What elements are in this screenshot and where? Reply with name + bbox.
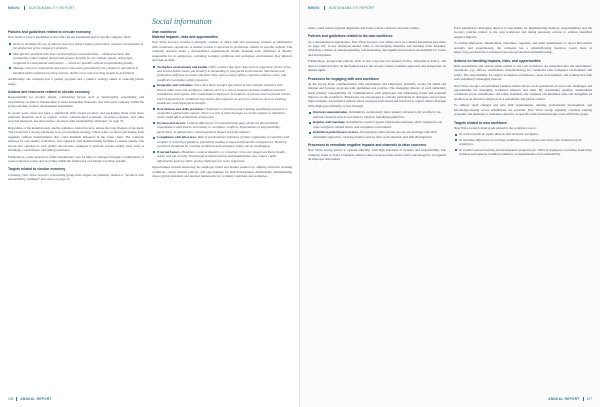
list-item-lead: Recruitment and skills provision. bbox=[157, 106, 204, 111]
paragraph: Each subsidiary’s managing director is responsible for implementing statutory responsibilities and the Group’s policies related to the own workforce and taking necessary actions to address identified negative impacts. bbox=[454, 26, 592, 39]
list-item bbox=[152, 107, 292, 120]
list-item: Strive to minimize the use of natural resources (direct impact) and reduce resource consumption in the production of the company’s products. bbox=[8, 42, 144, 51]
list-item-text: Cultural differences or communication gaps within the decentralized organization could lead to uncertainty or workplace conflicts. Expectations of high flexibility, particularly in global roles, could negatively impact work-life balance. bbox=[157, 121, 281, 134]
paragraph: Regardless of the material used, quality remains a central focus to ensure the long lifespan of products. The Group has a strong advantage in its procurement strategy, which relies on direct purchasing from suppliers without intermediaries that could diminish influence in the value chain. The company employs its own quality controllers, who regularly visit manufacturing facilities to ensure quality. The Group also operates its own quality laboratories, equipped to perform various quality tests, such as shrinkage, colorfastness, and pilling resistance. bbox=[8, 126, 144, 153]
paragraph: Currently, New Wave Group’s overarching group-wide targets are primarily related to “products with sustainability attributes” now more on page 72. bbox=[8, 172, 144, 182]
right-page bbox=[300, 0, 600, 407]
paragraph: safety could reduce regional disparities and foster a more coherent corporate culture. bbox=[308, 26, 420, 30]
list-item-text: All employees have annual one-on-one meetings with their immediate supervisor covering matters such as their work situation and skill development. bbox=[313, 130, 438, 139]
list-item-text: Challenges in attracting and retaining qualified personnel in a competitive global labor market. There is a risk of skill shortages in certain regions or industries, which could affect productivity and growth. bbox=[157, 106, 288, 120]
list-item: Manufacture products with lower prefixed (direct and materials) — defined as those that consistently reduce impact and provide greater benefits for the climate, nature, and people compared to conventional alternatives — whenever possible without compromising quality. bbox=[8, 52, 144, 65]
heading-own-workforce: Own workforce bbox=[152, 30, 177, 34]
header-brand: MINVU bbox=[8, 6, 20, 10]
paragraph: New Nexus Group’s guidelines in the CSR and environmental policy that the company shall: bbox=[8, 35, 131, 40]
list-item bbox=[308, 110, 446, 119]
list-item-lead: Psychosocial factors. bbox=[157, 121, 187, 126]
paragraph: As a decentralized organization, New Wave Group’s core values serve as a shared foundation (see more on page 10). A key employee-related value is encouraging initiative and learning from mistakes, reflecting a culture of entrepreneurship, self-leadership, and significant personal responsibility for career and development. bbox=[308, 39, 446, 57]
footer-label: ANNUAL REPORT bbox=[20, 397, 52, 401]
column-social-information bbox=[152, 18, 292, 181]
list-item-lead: Individual performance reviews. bbox=[313, 130, 359, 135]
paragraph: Risk assessments and actions plans related to the own workforce are integrated into the subsidiaries’ operations, e.g., offices, warehouses, manufacturing) are conducted with workplace environment and safety. The responsibility for regular workplace evaluations, career development, and training lies with each subsidiary’s managing director. bbox=[454, 63, 592, 82]
list-item-text: Office workers may face risks such as ergonomic strain, stress, and mental health issues, particularly in demanding or fast-paced environments. Warehouse and production staff may encounter physical risks, such as heavy lifting, repetitive motions, noise, and insufficient workplace safety measures. bbox=[157, 64, 292, 82]
section-title: Social information bbox=[152, 17, 212, 26]
list-item-lead: Compliance with labor laws. bbox=[157, 135, 198, 140]
footer-divider bbox=[16, 397, 17, 401]
heading-impact-actions: Actions on handling impacts, risks, and opportunities bbox=[454, 58, 541, 63]
paragraph: Furthermore, waste generated within subsidiaries’ own facilities is managed through a combination of waste reduction, reuse, and recycling within the framework of national recycling systems. bbox=[8, 154, 144, 164]
list-item bbox=[152, 65, 292, 83]
heading-workforce-targets: Targets related to own workforce bbox=[454, 120, 508, 125]
paragraph: New Wave Group strives to operate ethically, with high standards of honesty and responsibility. The company seeks to foster a business culture where everyone feels secure and is encouraged to act against all improper misconduct. bbox=[308, 148, 446, 162]
heading-workforce-policies: Policies and guidelines related to the own workforce bbox=[308, 34, 393, 39]
list-item bbox=[152, 135, 292, 148]
list-item: To work towards an equal, diverse, and inclusive workplace. bbox=[454, 132, 592, 136]
heading-circular-policies: Policies and guidelines related to circular economy bbox=[8, 30, 91, 34]
footer-label: ANNUAL REPORT bbox=[548, 397, 580, 401]
heading-remediation-processes: Processes to remediate negative impacts and channels to raise concerns bbox=[308, 143, 427, 148]
list-item: To conduct annual training and development programs for 100% of employees, including leadership training and capacity-building initiatives on digitalization and sustainability. bbox=[454, 148, 592, 157]
paragraph: Additionally, the company has a quality program and a plastics strategy aimed at reducing plastic usage. bbox=[8, 77, 144, 86]
column-workforce-policies bbox=[308, 26, 446, 164]
heading-circular-actions: Actions and resources related to circular economy bbox=[8, 90, 90, 95]
left-footer bbox=[8, 395, 52, 403]
bullet-list bbox=[454, 132, 592, 156]
list-item-text: Pandemics, natural disasters, or economic crises can impact workforce health, safety, and job security. Technological advancements and digitalization may require rapid adjustments and new skills, posing challenges for some employees. bbox=[157, 149, 286, 163]
right-footer bbox=[548, 395, 592, 403]
header-divider bbox=[24, 6, 25, 10]
list-item-lead: Internal communication. bbox=[313, 110, 348, 115]
column-circular-economy bbox=[8, 26, 144, 184]
list-item bbox=[152, 83, 292, 105]
paragraph: New Wave Group’s workforce primarily consists of office staff and warehouse workers at subsidiaries with warehouse operations. A smaller portion is involved in production, mainly in specific regions. The company operates under a decentralized organizational model, meaning each subsidiary is directly responsible for its employees, including working conditions and workplace environment. Key impacts and risks include: bbox=[152, 40, 292, 63]
list-item: Manage resources responsibly and ensure that waste generated by the company’s operations is handled within national recycling systems. Textile reuse and recycling should be prioritized. bbox=[8, 66, 144, 75]
list-item-text: Since New Wave Group’s operations across multiple countries with diverse labor laws and workplace cultures, there is a risk of unequal working conditions between subsidiaries and regions. This could impact employees’ perceptions of fairness and corporate culture. Lack of alignment in conditions may lead to discrepancies in access to resources such as training, healthcare, and employment benefits. bbox=[157, 83, 292, 106]
page-number-right: 107 bbox=[586, 397, 592, 401]
list-item-lead: External factors. bbox=[157, 149, 181, 154]
page-number-left: 106 bbox=[8, 397, 14, 401]
paragraph: Furthermore, group-wide policies such as the Corporate Governance Policy, Information Policy, and Anti-Corruption Policy set the framework for the Group’s values, business approach, and perspective on human rights. bbox=[308, 59, 446, 73]
paragraph: To enable employees, shareholders, customers, suppliers, and other stakeholders to report misconduct securely and anonymously, the company has a whistleblowing function. Learn more at https://nwg.se/en/investor-relations/corporate-governance/whistleblowing/. bbox=[454, 41, 592, 55]
bullet-list bbox=[152, 65, 292, 163]
list-item bbox=[308, 120, 446, 129]
list-item-lead: Workplace environment and health. bbox=[157, 64, 208, 69]
list-item-lead: Regular staff meetings. bbox=[313, 120, 346, 125]
heading-engagement-processes: Processes for engaging with own workforce bbox=[308, 76, 380, 81]
list-item-lead: Inequality and variations. bbox=[157, 83, 194, 88]
paragraph: New Wave Group’s decentralized business model allows each operational process both challenges and opportunities for managing workforce impacts and risks. By prioritizing equality, standardized conditions across subsidiaries, and safety standards, the company can minimize risks and strengthen its position as an attractive employer in a sustainable and global context. bbox=[454, 83, 592, 101]
list-item bbox=[152, 121, 292, 134]
header-brand: MINVU bbox=[308, 6, 320, 10]
header-title: SUSTAINABILITY REPORT bbox=[328, 6, 375, 10]
list-item-text: Subsidiaries continuously share updates relevant to the workforce via internal channels such as newsletters, intranet, and digital platforms. bbox=[313, 110, 441, 119]
list-item-text: Risk of unintentional violations of labor regulations in countries with complex or evolving legislation, potentially leading to legal and financial consequences. Ensuring consistent standards for working conditions and workplace safety can be challenging. bbox=[157, 135, 290, 149]
paragraph: Responsibility for product design, considering factors such as functionality, reparability, and recyclability, as well as transitioning to more sustainable materials, lies with each company within the group and their product development department. bbox=[8, 95, 144, 109]
list-item-text: Subsidiaries conduct regular information meetings where employees can raise workforce-related issues, and workplace environment. bbox=[313, 120, 443, 129]
list-item bbox=[152, 150, 292, 163]
list-item: To minimize differences in working conditions across regions and ensure fair treatment of all employees. bbox=[454, 138, 592, 147]
heading-material-impacts: Material impacts, risks and opportunities bbox=[152, 35, 218, 40]
column-actions-targets bbox=[454, 26, 592, 159]
paragraph: New Wave Group’s main goals related to the workforce are to: bbox=[454, 125, 537, 130]
paragraph: In recent years, there has been a significant shift toward products and packaging made from more preferred materials such as organic cotton, solution-dyed polyester, recycled polyester, and other recycled materials, use more native “products with sustainability attributes” on page 72. bbox=[8, 110, 144, 124]
footer-divider bbox=[583, 397, 584, 401]
list-item bbox=[308, 130, 446, 139]
paragraph: At the Group level, communication with subsidiaries and employees primarily occurs via email and intranet and focuses on group-wide guidelines and policies. The managing director of each subsidiary holds primary responsibility for communication with employees and addressing actual and potential impacts on the workforce. Employees are encouraged to actively participate in dialogues and propose improvements. An inclusive culture where everyone feels heard and involved is central. Direct dialogue with employees primarily occurs through: bbox=[308, 81, 446, 108]
paragraph: Opportunities include enhancing the employer brand and market position by offering attractive working conditions, robust internal policies, and opportunities for skill development. Additionally, implementing clearer global standards and internal frameworks for working conditions and workplace bbox=[152, 165, 292, 179]
bullet-list bbox=[308, 110, 446, 139]
left-header bbox=[8, 3, 75, 13]
paragraph: To address rapid changes and new skill requirements, training, professional development, and knowledge-sharing across subsidiaries are essential. New Wave Group regularly conducts training programs and meetings to exchange expertise on specific tasks and knowledge areas within the group. bbox=[454, 103, 592, 117]
header-title: SUSTAINABILITY REPORT bbox=[28, 6, 75, 10]
bullet-list bbox=[8, 42, 144, 75]
right-header bbox=[308, 3, 375, 13]
header-divider bbox=[324, 6, 325, 10]
heading-circular-targets: Targets related to circular economy bbox=[8, 167, 66, 172]
